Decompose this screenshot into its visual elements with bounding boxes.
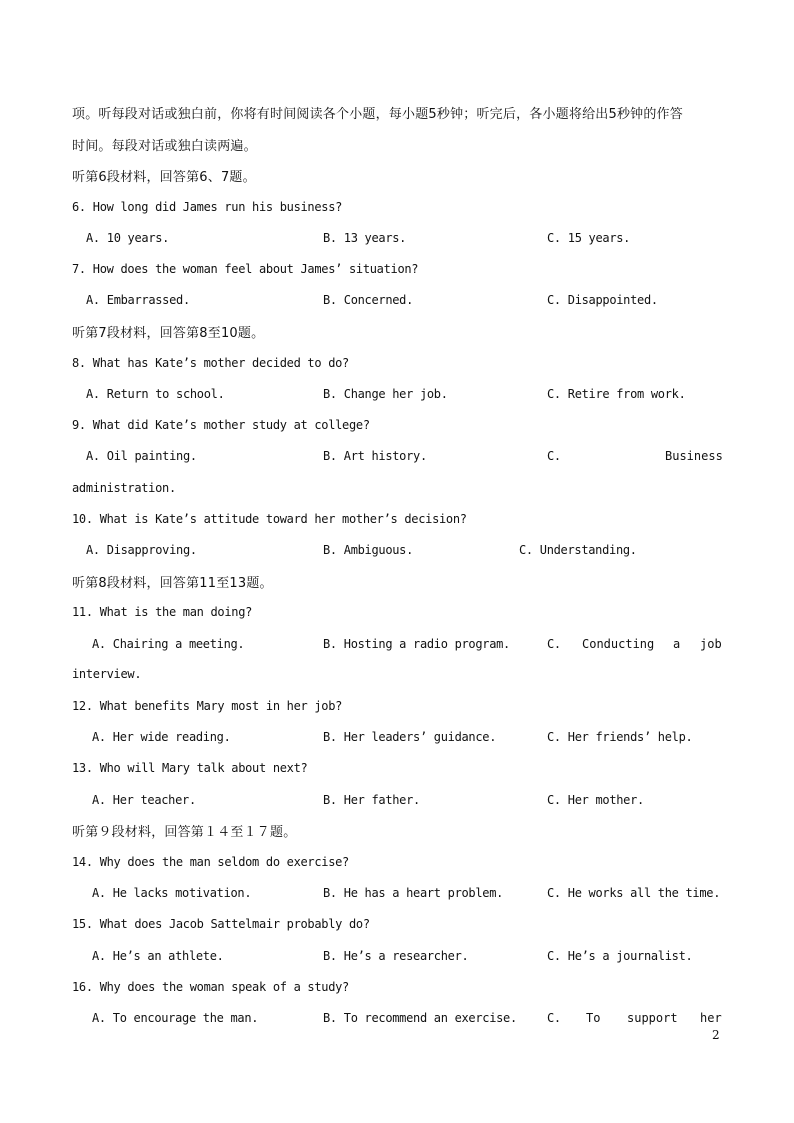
question-10: 10. What is Kate’s attitude toward her mother’s decision? — [72, 512, 467, 526]
question-14: 14. Why does the man seldom do exercise? — [72, 855, 349, 869]
question-9: 9. What did Kate’s mother study at college? — [72, 418, 370, 432]
q12-option-c: C. Her friends’ help. — [547, 730, 693, 744]
q16-option-a: A. To encourage the man. — [92, 1011, 259, 1025]
q11-option-c-wrap: interview. — [72, 667, 142, 681]
q11-option-b: B. Hosting a radio program. — [323, 637, 510, 651]
q11-option-c-word-1: Conducting — [582, 637, 655, 651]
q8-option-c: C. Retire from work. — [547, 387, 686, 401]
q11-option-c-word-2: a — [673, 637, 681, 651]
question-6: 6. How long did James run his business? — [72, 200, 343, 214]
q7-option-a: A. Embarrassed. — [86, 293, 190, 307]
q15-option-c: C. He’s a journalist. — [547, 949, 693, 963]
q12-option-b: B. Her leaders’ guidance. — [323, 730, 497, 744]
q16-option-b: B. To recommend an exercise. — [323, 1011, 517, 1025]
intro-line-1: 项。听每段对话或独白前，你将有时间阅读各个小题，每小题5秒钟；听完后，各小题将给出5秒钟的作答 — [72, 107, 683, 122]
q12-option-a: A. Her wide reading. — [92, 730, 231, 744]
section-heading-6: 听第6段材料，回答第6、7题。 — [72, 170, 256, 185]
q9-option-c-letter: C. — [547, 449, 561, 463]
q14-option-a: A. He lacks motivation. — [92, 886, 252, 900]
q15-option-a: A. He’s an athlete. — [92, 949, 224, 963]
q13-option-c: C. Her mother. — [547, 793, 644, 807]
page-number: 2 — [712, 1028, 720, 1042]
q6-option-b: B. 13 years. — [323, 231, 407, 245]
q7-option-c: C. Disappointed. — [547, 293, 658, 307]
q13-option-a: A. Her teacher. — [92, 793, 196, 807]
q16-option-c-word-3: her — [700, 1011, 722, 1025]
q8-option-b: B. Change her job. — [323, 387, 448, 401]
intro-line-2: 时间。每段对话或独白读两遍。 — [72, 139, 257, 154]
q9-option-a: A. Oil painting. — [86, 449, 197, 463]
q9-option-c-text: Business — [665, 449, 723, 463]
question-11: 11. What is the man doing? — [72, 605, 253, 619]
question-12: 12. What benefits Mary most in her job? — [72, 699, 343, 713]
section-heading-8: 听第8段材料，回答第11至13题。 — [72, 576, 273, 591]
q10-option-a: A. Disapproving. — [86, 543, 197, 557]
question-7: 7. How does the woman feel about James’ situation? — [72, 262, 419, 276]
question-13: 13. Who will Mary talk about next? — [72, 761, 308, 775]
question-16: 16. Why does the woman speak of a study? — [72, 980, 349, 994]
q11-option-a: A. Chairing a meeting. — [92, 637, 245, 651]
q11-option-c-letter: C. — [547, 637, 561, 651]
q14-option-b: B. He has a heart problem. — [323, 886, 504, 900]
section-heading-7: 听第7段材料，回答第8至10题。 — [72, 326, 265, 341]
q8-option-a: A. Return to school. — [86, 387, 225, 401]
q7-option-b: B. Concerned. — [323, 293, 414, 307]
q16-option-c-word-2: support — [627, 1011, 678, 1025]
q10-option-c: C. Understanding. — [519, 543, 637, 557]
section-heading-9: 听第９段材料，回答第１４至１７题。 — [72, 825, 297, 840]
question-8: 8. What has Kate’s mother decided to do? — [72, 356, 349, 370]
q9-option-c-wrap: administration. — [72, 481, 176, 495]
q14-option-c: C. He works all the time. — [547, 886, 721, 900]
q16-option-c-word-1: To — [586, 1011, 601, 1025]
q9-option-b: B. Art history. — [323, 449, 427, 463]
q6-option-c: C. 15 years. — [547, 231, 631, 245]
q16-option-c-letter: C. — [547, 1011, 561, 1025]
q11-option-c-word-3: job — [700, 637, 722, 651]
q6-option-a: A. 10 years. — [86, 231, 170, 245]
question-15: 15. What does Jacob Sattelmair probably do? — [72, 917, 370, 931]
q15-option-b: B. He’s a researcher. — [323, 949, 469, 963]
q10-option-b: B. Ambiguous. — [323, 543, 414, 557]
q13-option-b: B. Her father. — [323, 793, 420, 807]
